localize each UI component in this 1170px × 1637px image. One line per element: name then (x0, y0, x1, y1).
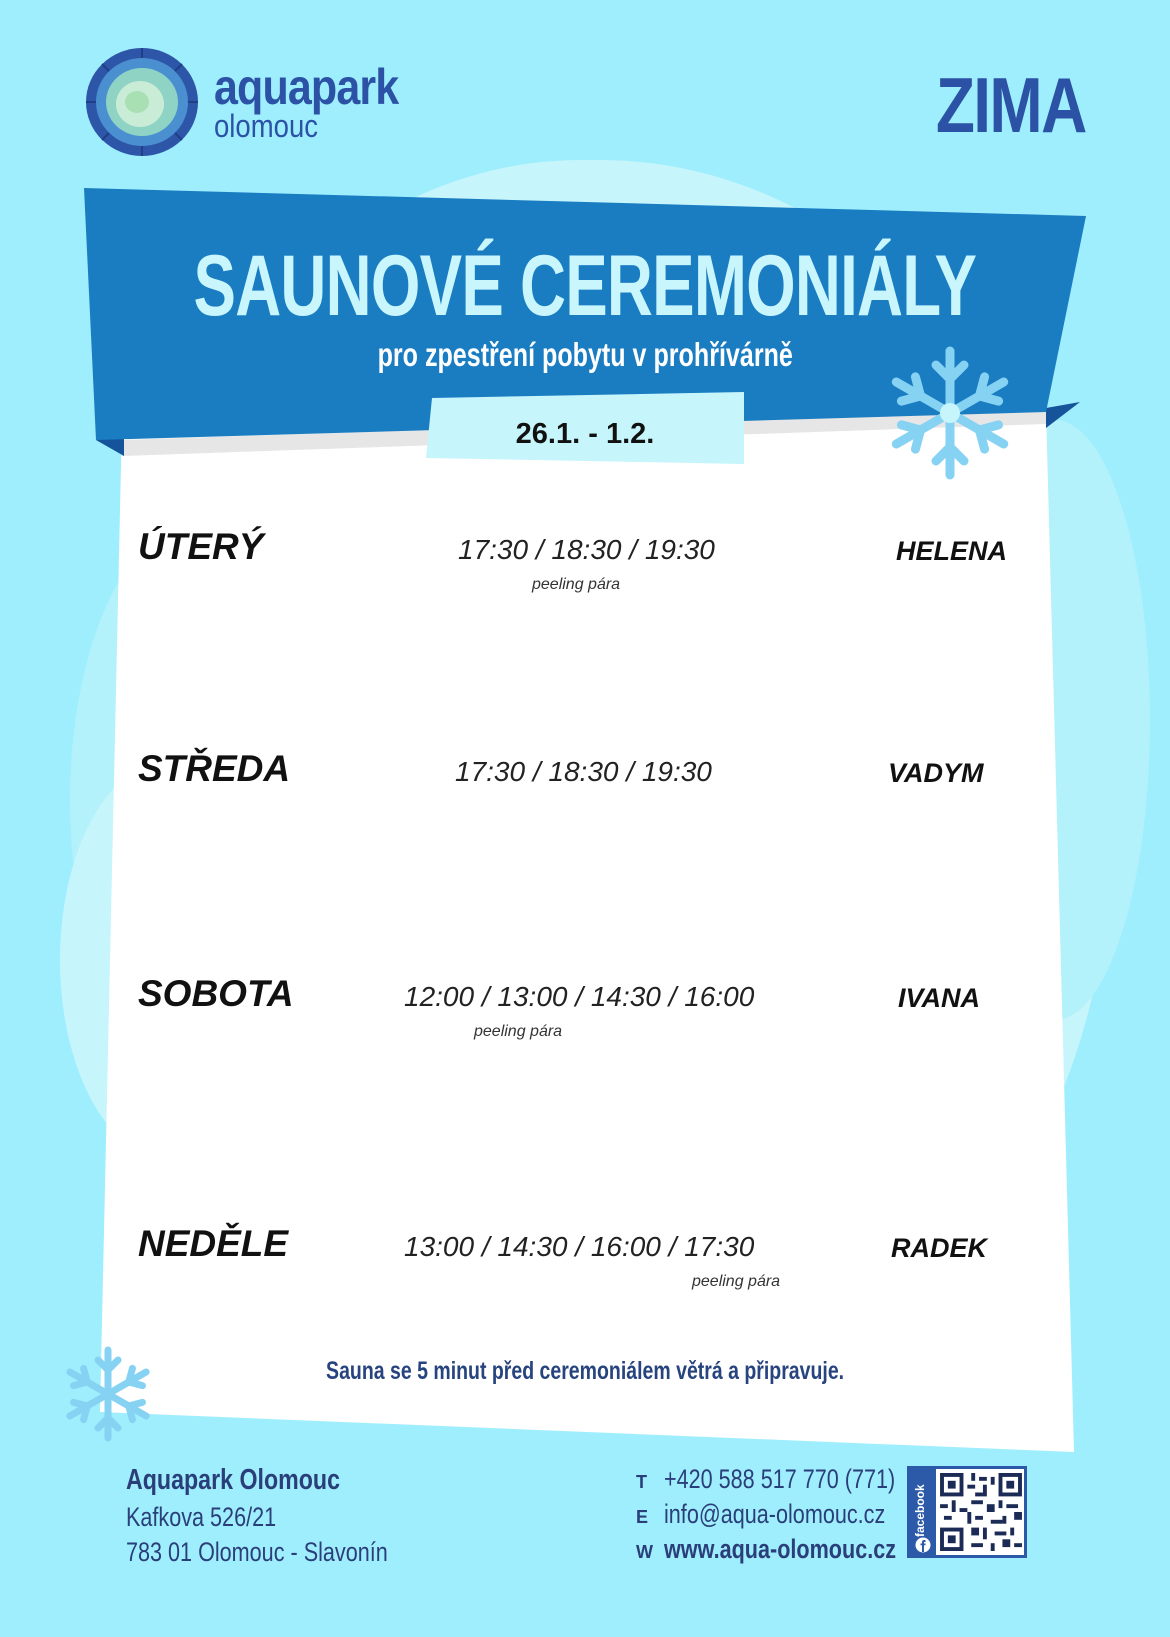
logo-line1: aquapark (214, 59, 399, 115)
session-note: peeling pára (532, 576, 621, 593)
phone-key: T (636, 1472, 647, 1492)
session-times: 17:30 / 18:30 / 19:30 (455, 756, 712, 787)
address-block (126, 1462, 453, 1570)
facebook-strip (910, 1469, 936, 1555)
street-address: Kafkova 526/21 (126, 1501, 277, 1532)
day-label: SOBOTA (138, 973, 294, 1014)
notice-text: Sauna se 5 minut před ceremoniálem větrá a připravuje. (325, 1357, 845, 1385)
session-note: peeling pára (474, 1023, 563, 1040)
email-link[interactable]: info@aqua-olomouc.cz (664, 1499, 886, 1530)
host-name: HELENA (896, 536, 1008, 566)
venue-name: Aquapark Olomouc (126, 1464, 340, 1496)
day-label: STŘEDA (138, 748, 291, 789)
email-key: E (636, 1507, 649, 1528)
session-note: peeling pára (692, 1273, 781, 1290)
web-key: W (636, 1542, 653, 1563)
page-subtitle: pro zpestření pobytu v prohřívárně (377, 336, 793, 373)
qr-code-block[interactable] (907, 1466, 1027, 1558)
phone-number[interactable]: +420 588 517 770 (771) (664, 1464, 896, 1494)
session-times: 13:00 / 14:30 / 16:00 / 17:30 (404, 1231, 755, 1262)
host-name: VADYM (888, 758, 984, 788)
session-times: 12:00 / 13:00 / 14:30 / 16:00 (404, 981, 755, 1012)
facebook-label: facebook (913, 1484, 927, 1537)
snowflake-icon (880, 340, 1020, 486)
city-address: 783 01 Olomouc - Slavonín (126, 1536, 388, 1567)
day-label: NEDĚLE (138, 1223, 289, 1264)
logo-line2: olomouc (214, 108, 319, 144)
date-range: 26.1. - 1.2. (515, 418, 655, 450)
host-name: IVANA (898, 983, 981, 1013)
season-label: ZIMA (936, 61, 1086, 149)
session-times: 17:30 / 18:30 / 19:30 (458, 534, 715, 565)
qr-code-icon (940, 1473, 1022, 1551)
facebook-icon (915, 1537, 931, 1553)
host-name: RADEK (891, 1233, 988, 1263)
web-link[interactable]: www.aqua-olomouc.cz (664, 1534, 897, 1565)
day-label: ÚTERÝ (138, 526, 264, 567)
page-title: SAUNOVÉ CEREMONIÁLY (193, 238, 977, 334)
